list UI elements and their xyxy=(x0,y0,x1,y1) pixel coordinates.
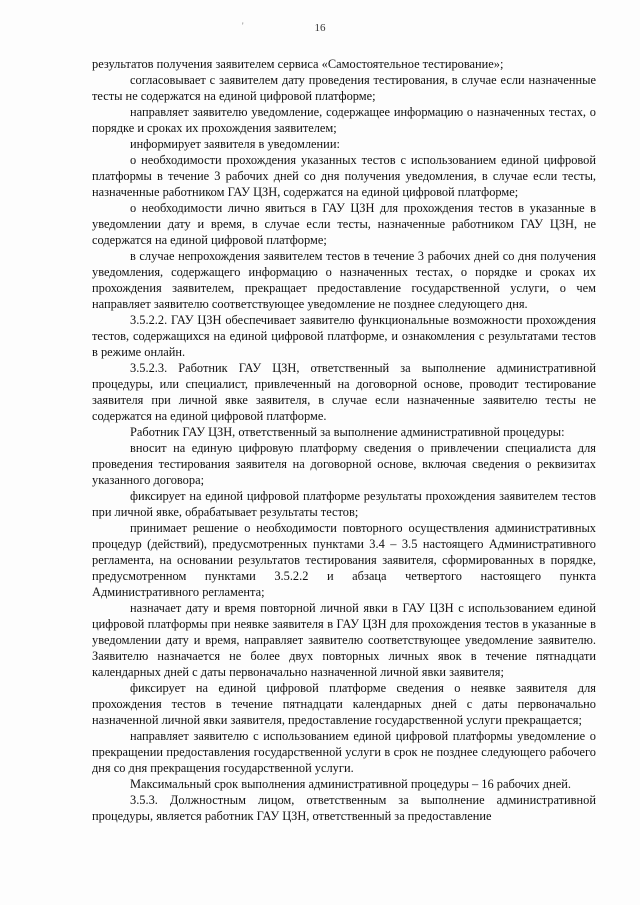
paragraph: направляет заявителю уведомление, содержащее информацию о назначенных тестах, о порядке и сроках их прохождения заявителем; xyxy=(92,105,596,135)
paragraph: Работник ГАУ ЦЗН, ответственный за выполнение административной процедуры: xyxy=(130,425,565,439)
paragraph: принимает решение о необходимости повторного осуществления административных процедур (действий), предусмотренных пунктами 3.4 – 3.5 настоящего Административного регламента, на основании результатов тестирования заявителя, сформированных в порядке, предусмотренном пунктами 3.5.2.2 и абзаца четвертого настоящего пункта Административного регламента; xyxy=(92,521,596,599)
page-number: 16 xyxy=(314,22,326,34)
paragraph: назначает дату и время повторной личной явки в ГАУ ЦЗН с использованием единой цифровой платформы при неявке заявителя в ГАУ ЦЗН для прохождения тестов в указанные в уведомлении дату и время, направляет заявителю соответствующее уведомление заявителю. Заявителю назначается не более двух повторных личных явок в течение пятнадцати календарных дней с даты первоначально назначенной личной явки заявителя; xyxy=(92,601,596,679)
scan-mark: ' xyxy=(242,21,244,31)
paragraph: о необходимости лично явиться в ГАУ ЦЗН для прохождения тестов в указанные в уведомлении дату и время, в случае если тесты, назначенные работником ГАУ ЦЗН, не содержатся на единой цифровой платформе; xyxy=(92,201,596,247)
paragraph: согласовывает с заявителем дату проведения тестирования, в случае если назначенные тесты не содержатся на единой цифровой платформе; xyxy=(92,73,596,103)
paragraph: результатов получения заявителем сервиса «Самостоятельное тестирование»; xyxy=(92,57,504,71)
paragraph: фиксирует на единой цифровой платформе сведения о неявке заявителя для прохождения тестов в течение пятнадцати календарных дней с даты первоначально назначенной личной явки заявителя, предоставление государственной услуги прекращается; xyxy=(92,681,596,727)
paragraph: 3.5.3. Должностным лицом, ответственным за выполнение административной процедуры, является работник ГАУ ЦЗН, ответственный за предоставление xyxy=(92,793,596,823)
paragraph: 3.5.2.3. Работник ГАУ ЦЗН, ответственный за выполнение административной процедуры, или специалист, привлеченный на договорной основе, проводит тестирование заявителя при личной явке заявителя, в случае если назначенные заявителю тесты не содержатся на единой цифровой платформе. xyxy=(92,361,596,423)
paragraph: 3.5.2.2. ГАУ ЦЗН обеспечивает заявителю функциональные возможности прохождения тестов, содержащихся на единой цифровой платформе, и ознакомления с результатами тестов в режиме онлайн. xyxy=(92,313,596,359)
paragraph: информирует заявителя в уведомлении: xyxy=(130,137,340,151)
paragraph: фиксирует на единой цифровой платформе результаты прохождения заявителем тестов при личной явке, обрабатывает результаты тестов; xyxy=(92,489,596,519)
paragraph: в случае непрохождения заявителем тестов в течение 3 рабочих дней со дня получения уведомления, содержащего информацию о назначенных тестах, о порядке и сроках их прохождения заявителем, прекращает предоставление государственной услуги, о чем направляет заявителю соответствующее уведомление не позднее следующего дня. xyxy=(92,249,596,311)
document-body xyxy=(92,56,596,824)
paragraph: о необходимости прохождения указанных тестов с использованием единой цифровой платформы в течение 3 рабочих дней со дня получения уведомления, в случае если тесты, назначенные работником ГАУ ЦЗН, содержатся на единой цифровой платформе; xyxy=(92,153,596,199)
paragraph: направляет заявителю с использованием единой цифровой платформы уведомление о прекращении предоставления государственной услуги в срок не позднее следующего рабочего дня со дня прекращения государственной услуги. xyxy=(92,729,596,775)
paragraph: вносит на единую цифровую платформу сведения о привлечении специалиста для проведения тестирования заявителя на договорной основе, включая сведения о реквизитах указанного договора; xyxy=(92,441,596,487)
paragraph: Максимальный срок выполнения административной процедуры – 16 рабочих дней. xyxy=(130,777,571,791)
